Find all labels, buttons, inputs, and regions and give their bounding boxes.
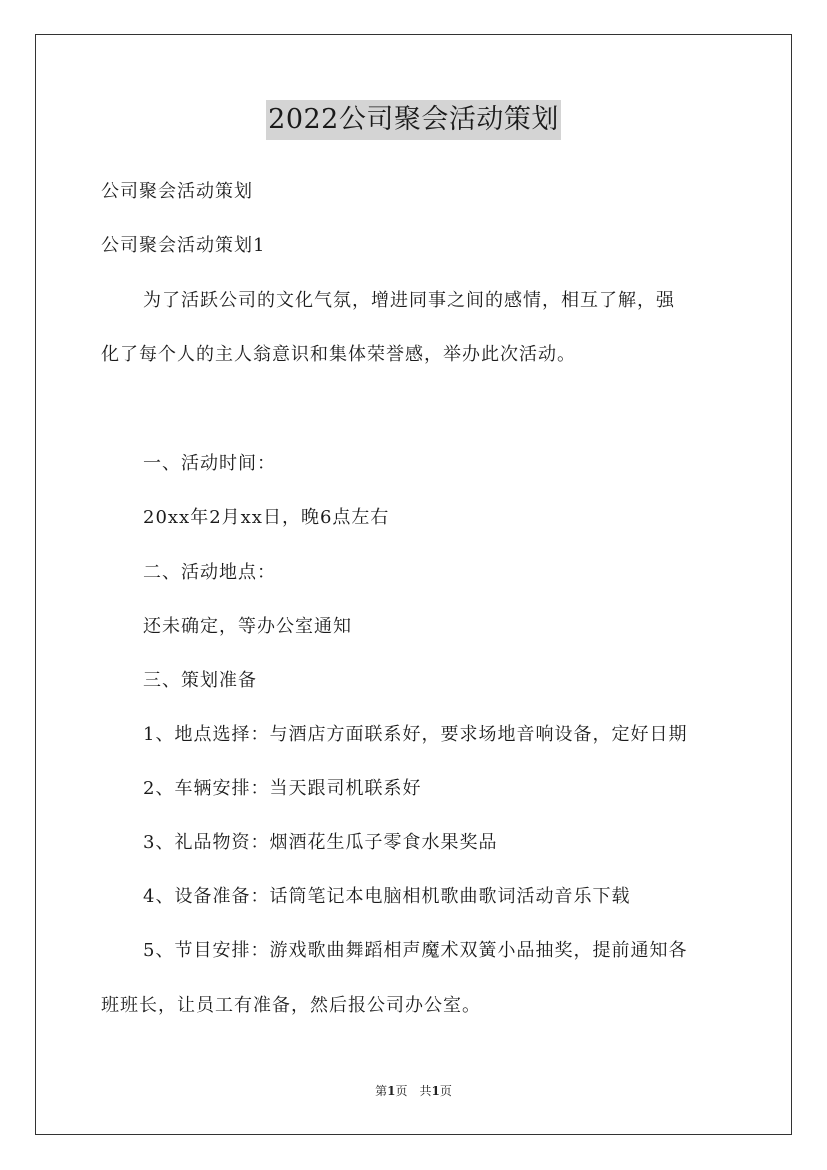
footer-page-number: 1: [387, 1084, 396, 1098]
prep-item-1: 1、地点选择：与酒店方面联系好，要求场地音响设备，定好日期: [143, 724, 688, 745]
heading-1: 公司聚会活动策划: [101, 181, 253, 202]
section-prep-title: 三、策划准备: [143, 670, 257, 691]
section-time-title: 一、活动时间：: [143, 453, 276, 474]
page-footer: [0, 1083, 827, 1099]
prep-item-2: 2、车辆安排：当天跟司机联系好: [143, 778, 422, 799]
intro-paragraph-line-1: 为了活跃公司的文化气氛，增进同事之间的感情，相互了解，强: [143, 290, 675, 311]
footer-prefix: 第: [375, 1084, 388, 1098]
prep-item-4: 4、设备准备：话筒笔记本电脑相机歌曲歌词活动音乐下载: [143, 886, 631, 907]
prep-item-5-continuation: 班班长，让员工有准备，然后报公司办公室。: [101, 995, 481, 1016]
footer-mid: 页 共: [395, 1084, 432, 1098]
section-location-title: 二、活动地点：: [143, 562, 276, 583]
footer-total-pages: 1: [431, 1084, 440, 1098]
prep-item-3: 3、礼品物资：烟酒花生瓜子零食水果奖品: [143, 832, 498, 853]
prep-item-5: 5、节目安排：游戏歌曲舞蹈相声魔术双簧小品抽奖，提前通知各: [143, 940, 688, 961]
intro-paragraph-line-2: 化了每个人的主人翁意识和集体荣誉感，举办此次活动。: [101, 344, 576, 365]
footer-suffix: 页: [439, 1084, 452, 1098]
title-container: [0, 100, 827, 140]
document-title: 2022公司聚会活动策划: [266, 100, 561, 140]
section-location-body: 还未确定，等办公室通知: [143, 616, 352, 637]
heading-2: 公司聚会活动策划1: [101, 235, 266, 256]
section-time-body: 20xx年2月xx日，晚6点左右: [143, 507, 390, 528]
